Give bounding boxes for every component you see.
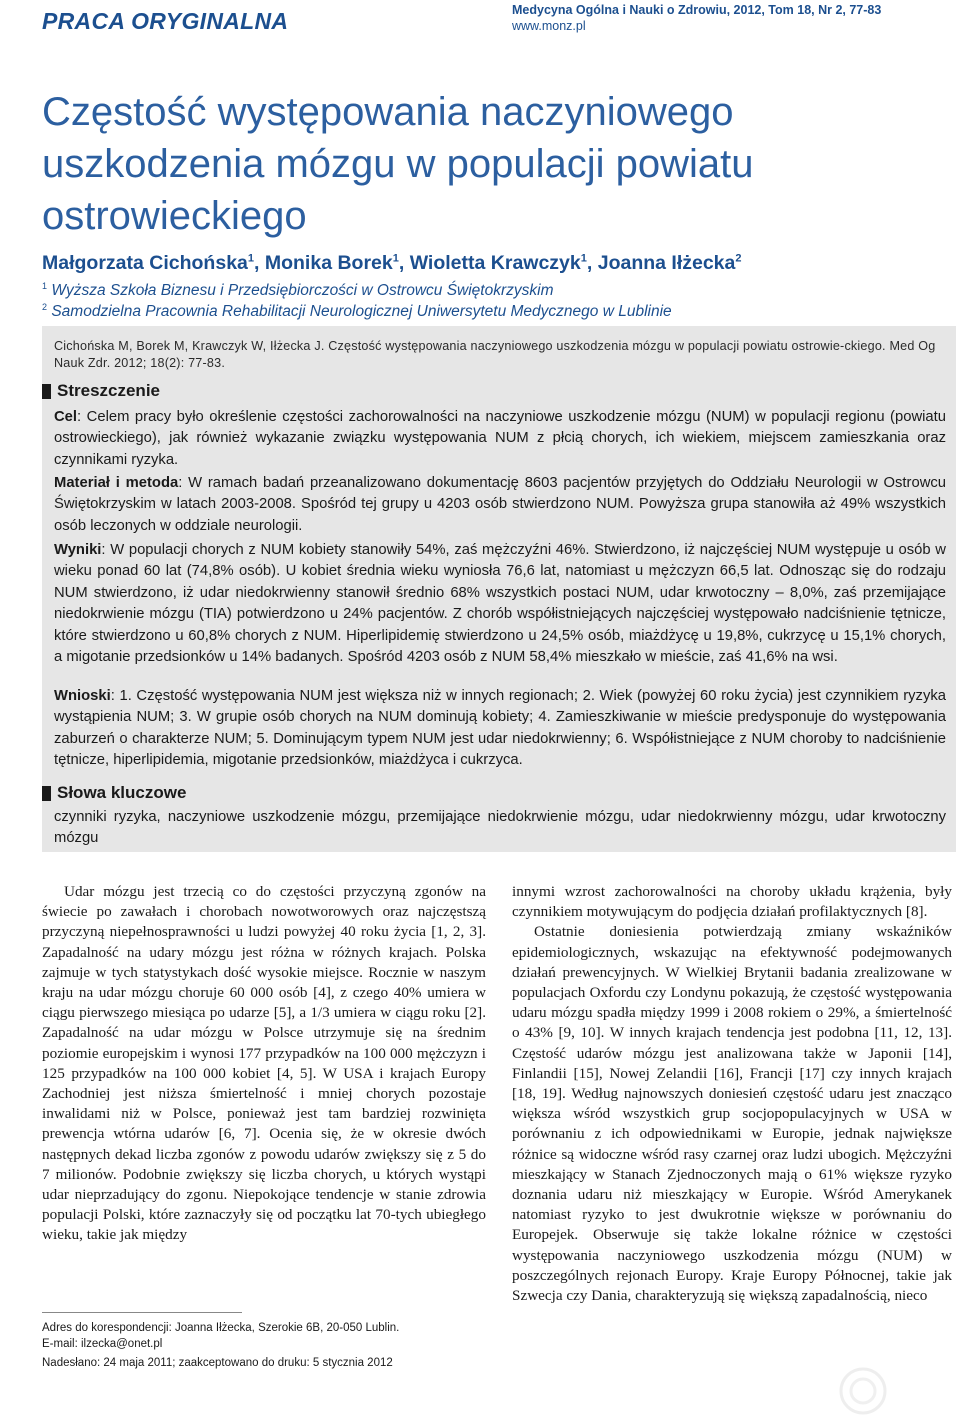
- abstract-heading: [42, 380, 160, 402]
- keywords-heading: [42, 782, 186, 804]
- author-separator: ,: [254, 252, 265, 274]
- journal-citation-line: Medycyna Ogólna i Nauki o Zdrowiu, 2012, Tom 18, Nr 2, 77-83: [512, 3, 882, 17]
- abstract-cel-text: : Celem pracy było określenie częstości zachorowalności na naczyniowe uszkodzenie mózgu (NUM) w populacji regionu (powiatu ostrowieckiego), jak również wykazanie związku występowania NUM z płcią chorych, ich wiekiem, miejscem zamieszkania oraz czynnikami ryzyka.: [54, 409, 946, 468]
- abstract-wnioski: [54, 686, 946, 772]
- affiliation-2: [42, 302, 922, 321]
- footnote-divider: [42, 1312, 242, 1313]
- journal-url-link[interactable]: www.monz.pl: [512, 19, 586, 33]
- abstract-wnioski-label: Wnioski: [54, 688, 111, 704]
- affiliation-number: 1: [42, 281, 48, 291]
- affiliation-text: Wyższa Szkoła Biznesu i Przedsiębiorczości w Ostrowcu Świętokrzyskim: [51, 282, 554, 300]
- citation-text: Cichońska M, Borek M, Krawczyk W, Iłżecka J. Częstość występowania naczyniowego uszkodzenia mózgu w populacji powiatu ostrowie-ckiego. Med Og Nauk Zdr. 2012; 18(2): 77-83.: [54, 339, 936, 370]
- abstract-wyniki-text: : W populacji chorych z NUM kobiety stanowiły 54%, zaś mężczyźni 46%. Stwierdzono, iż najczęściej NUM występuje u osób w wieku ponad 60 lat (74,8% osób). U kobiet średnia wieku wyniosła 76,6 lat, natomiast u mężczyzn 66,5 lat. Odnosząc się do rodzaju NUM stwierdzono, iż udar niedokrwienny stanowił średnio 68% wszystkich postaci NUM, udar krwotoczny – 8,0%, zaś przemijające niedokrwienie mózgu (TIA) potwierdzono u 24% pacjentów. Z chorób współistniejących najczęściej występowało nadciśnienie tętnicze, które stwierdzono u 60,8% chorych z NUM. Hiperlipidemię stwierdzono u 24,5% osób, miażdżycę u 19,8%, cukrzycę u 15,1% chorych, a migotanie przedsionków u 14% badanych. Spośród 4203 osób z NUM 58,4% mieszkało w mieście, zaś 41,6% na wsi.: [54, 542, 946, 666]
- section-marker-icon: [42, 786, 51, 801]
- author-separator: ,: [586, 252, 598, 274]
- author-name: Małgorzata Cichońska: [42, 252, 248, 274]
- author-affiliation-ref: 1: [392, 252, 399, 265]
- abstract-wnioski-text: : 1. Częstość występowania NUM jest większa niż w innych regionach; 2. Wiek (powyżej 60 roku życia) jest czynnikiem ryzyka wystąpienia NUM; 3. W grupie osób chorych na NUM dominują kobiety; 4. Zamieszkiwanie w mieście predysponuje do występowania zaburzeń o charakterze NUM; 5. Dominującym typem NUM jest udar niedokrwienny; 6. Współistniejące z NUM choroby to nadciśnienie tętnicze, hiperlipidemia, migotanie przedsionków, miażdżyca i cukrzyca.: [54, 688, 946, 769]
- author-affiliation-ref: 1: [247, 252, 255, 265]
- publisher-logo-icon: [838, 1366, 888, 1416]
- section-label: PRACA ORYGINALNA: [42, 8, 289, 34]
- keywords-text: czynniki ryzyka, naczyniowe uszkodzenie mózgu, przemijające niedokrwienie mózgu, udar niedokrwienny mózgu, udar krwotoczny mózgu: [54, 809, 946, 847]
- abstract-cel-label: Cel: [54, 409, 78, 425]
- section-marker-icon: [42, 384, 51, 399]
- abstract-cel: [54, 407, 946, 471]
- author-name: Monika Borek: [264, 252, 393, 274]
- correspondence-address: Adres do korespondencji: Joanna Iłżecka, Szerokie 6B, 20-050 Lublin.: [42, 1322, 400, 1334]
- correspondence-email-link[interactable]: E-mail: ilzecka@onet.pl: [42, 1338, 163, 1350]
- author-affiliation-ref: 1: [580, 252, 587, 265]
- body-column-left: [42, 882, 486, 1246]
- abstract-metoda-text: : W ramach badań przeanalizowano dokumentację 8603 pacjentów przyjętych do Oddziału Neurologii w Ostrowcu Świętokrzyskim w latach 2003-2008. Spośród tej grupy u 4203 osób stwierdzono NUM. Powyższa grupa stanowiła aż 49% wszystkich osób leczonych w oddziale neurologii.: [54, 475, 947, 534]
- author-list: [42, 252, 922, 275]
- abstract-heading-label: Streszczenie: [57, 381, 160, 400]
- author-name: Wioletta Krawczyk: [409, 252, 581, 274]
- keywords-heading-label: Słowa kluczowe: [57, 783, 187, 802]
- abstract-wyniki: [54, 540, 946, 668]
- affiliation-1: [42, 281, 922, 300]
- submission-dates: Nadesłano: 24 maja 2011; zaakceptowano do druku: 5 stycznia 2012: [42, 1357, 393, 1369]
- body-paragraph: Ostatnie doniesienia potwierdzają zmiany wskaźników epidemiologicznych, wskazując na efektywność podejmowanych działań prewencyjnych. W Wielkiej Brytanii badania zrealizowane w populacjach Oxfordu czy Londynu pokazują, że częstość występowania udaru mózgu spadła między 1999 i 2008 rokiem o 29%, a śmiertelność o 43% [9, 10]. W innych krajach tendencja jest podobna [11, 12, 13]. Częstość udarów mózgu jest analizowana także w Japonii [14], Finlandii [15], Nowej Zelandii [16], Francji [17] czy innych krajach [18, 19]. Według najnowszych doniesień częstość udaru jest znacząco większa wśród wszystkich grup socjopopulacyjnych w USA w porównaniu z ich odpowiednikami w Europie, jednak największe różnice są widoczne wśród rasy czarnej oraz ludzi ubogich. Mężczyźni mieszkający w Stanach Zjednoczonych mają o 61% większe ryzyko doznania udaru niż mieszkający w Europie. Wśród Amerykanek natomiast ryzyko to jest dwukrotnie większe w porównaniu do Europejek. Obserwuje się także lokalne różnice w częstości występowania naczyniowego uszkodzenia mózgu (NUM) w poszczególnych rejonach Europy. Kraje Europy Północnej, takie jak Szwecja czy Dania, charakteryzują się większą zapadalnością, nieco: [512, 923, 952, 1305]
- abstract-metoda-label: Materiał i metoda: [54, 475, 179, 491]
- author-name: Joanna Iłżecka: [597, 252, 736, 274]
- body-paragraph: Udar mózgu jest trzecią co do częstości przyczyną zgonów na świecie po zawałach i chorobach nowotworowych oraz najczęstszą przyczyną niepełnosprawności u ludzi powyżej 40 roku życia [1, 2, 3]. Zapadalność na udary mózgu jest różna w różnych krajach. Polska zajmuje w tych statystykach dość wysokie miejsce. Rocznie w naszym kraju na udar mózgu choruje 60 000 osób [4], z czego 40% umiera w ciągu pierwszego miesiąca po udarze [5], a 1/3 umiera w ciągu roku [2]. Zapadalność na udar mózgu w Polsce utrzymuje się na średnim poziomie europejskim i wynosi 177 przypadków na 100 000 mężczyzn i 125 przypadków na 100 000 kobiet [4, 5]. W USA i krajach Europy Zachodniej jest niższa śmiertelność i mniej chorych pozostaje inwalidami niż w Polsce, ponieważ jest tam bardziej rozwinięta prewencja wtórna udarów [6, 7]. Ocenia się, że w okresie dwóch następnych dekad liczba zgonów z powodu udarów zwiększy się z 5 do 7 milionów. Podobnie zwiększy się liczba chorych, u których wystąpi udar nieprzadujący do zgonu. Niepokojące tendencje w stanie zdrowia populacji Polski, które zaznaczyły się od początku lat 70-tych ubiegłego wieku, takie jak między: [42, 883, 486, 1244]
- abstract-wyniki-label: Wyniki: [54, 542, 102, 558]
- abstract-metoda: [54, 473, 946, 537]
- author-separator: ,: [398, 252, 410, 274]
- body-paragraph: innymi wzrost zachorowalności na choroby układu krążenia, były czynnikiem motywującym do podjęcia działań profilaktycznych [8].: [512, 883, 952, 921]
- author-affiliation-ref: 2: [735, 252, 742, 265]
- body-column-right: [512, 882, 952, 1306]
- article-title: Częstość występowania naczyniowego uszkodzenia mózgu w populacji powiatu ostrowieckiego: [42, 90, 754, 238]
- journal-info: [512, 2, 952, 34]
- affiliation-text: Samodzielna Pracownia Rehabilitacji Neurologicznej Uniwersytetu Medycznego w Lublinie: [51, 303, 672, 321]
- affiliation-number: 2: [42, 302, 48, 312]
